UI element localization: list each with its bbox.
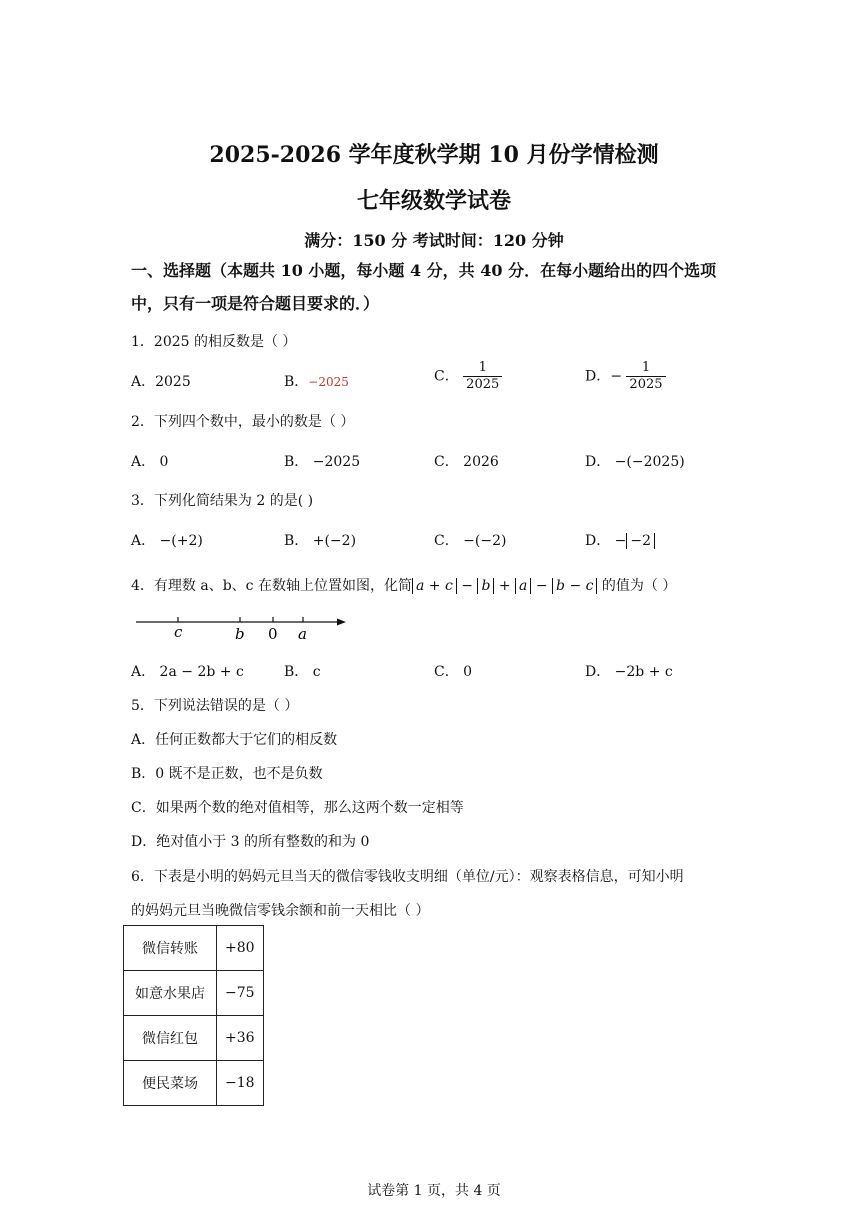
label-b: b xyxy=(235,625,245,643)
q4-option-a: A． 2a − 2b + c xyxy=(131,664,244,680)
fraction-numerator: 1 xyxy=(641,360,651,375)
q1-option-c xyxy=(434,360,502,393)
table-cell-item: 如意水果店 xyxy=(124,971,217,1016)
q1-option-d xyxy=(585,360,666,393)
label-zero: 0 xyxy=(268,625,278,643)
q5-option-d: D．绝对值小于 3 的所有整数的和为 0 xyxy=(131,834,370,850)
q2-option-b: B． −2025 xyxy=(284,454,361,470)
q4-op-1: − xyxy=(456,578,478,594)
q1-option-d-label: D．− xyxy=(585,368,622,385)
q1-option-a: A．2025 xyxy=(131,374,191,390)
q4-abs-2: b xyxy=(477,578,494,594)
q2-stem: 2．下列四个数中，最小的数是（ ） xyxy=(131,414,355,430)
q5-option-a: A．任何正数都大于它们的相反数 xyxy=(131,732,338,748)
q3-option-c: C． −(−2) xyxy=(434,533,507,549)
wechat-transactions-table xyxy=(123,925,264,1106)
q4-op-2: + xyxy=(494,578,516,594)
number-line xyxy=(130,612,350,646)
q5-option-c: C．如果两个数的绝对值相等，那么这两个数一定相等 xyxy=(131,800,464,816)
table-row xyxy=(124,971,264,1016)
q1-stem: 1．2025 的相反数是（ ） xyxy=(131,334,297,350)
q4-option-b: B． c xyxy=(284,664,321,680)
fraction-denominator: 2025 xyxy=(626,376,665,393)
q3-option-a: A． −(+2) xyxy=(131,533,203,549)
table-cell-amount: +80 xyxy=(217,926,264,971)
exam-subtitle: 七年级数学试卷 xyxy=(356,188,511,214)
table-row xyxy=(124,1061,264,1106)
q2-option-c: C． 2026 xyxy=(434,454,499,470)
q1-option-c-fraction xyxy=(463,360,502,393)
q3-option-b: B． +(−2) xyxy=(284,533,357,549)
section-heading: 一、选择题（本题共 10 小题，每小题 4 分，共 40 分．在每小题给出的四个选项中，只有一项是符合题目要求的．） xyxy=(131,261,717,313)
label-a: a xyxy=(298,625,307,643)
table-cell-item: 微信红包 xyxy=(124,1016,217,1061)
q4-stem-post: 的值为（ ） xyxy=(597,578,677,594)
page-footer: 试卷第 1 页，共 4 页 xyxy=(367,1183,501,1199)
q5-option-b: B．0 既不是正数，也不是负数 xyxy=(131,766,323,782)
table-cell-amount: −75 xyxy=(217,971,264,1016)
q3-option-d-label: D． − xyxy=(585,533,627,549)
q6-stem-line2: 的妈妈元旦当晚微信零钱余额和前一天相比（ ） xyxy=(131,903,430,919)
q6-stem-line1: 6．下表是小明的妈妈元旦当天的微信零钱收支明细（单位/元）：观察表格信息，可知小明 xyxy=(131,869,684,885)
q1-option-b-label: B． xyxy=(284,374,309,390)
q4-stem-pre: 4．有理数 a、b、c 在数轴上位置如图，化简 xyxy=(131,578,412,594)
q4-option-d: D． −2b + c xyxy=(585,664,673,680)
q4-stem xyxy=(131,575,676,595)
q4-abs-1: a + c xyxy=(412,578,457,594)
fraction-denominator: 2025 xyxy=(463,376,502,393)
table-row xyxy=(124,926,264,971)
q3-stem: 3．下列化简结果为 2 的是( ) xyxy=(131,493,314,509)
q3-option-d-abs: −2 xyxy=(626,533,655,549)
q2-option-a: A． 0 xyxy=(131,454,169,470)
q2-option-d: D． −(−2025) xyxy=(585,454,685,470)
table-cell-item: 微信转账 xyxy=(124,926,217,971)
q1-option-c-label: C． xyxy=(434,368,459,385)
table-row xyxy=(124,1016,264,1061)
q4-option-c: C． 0 xyxy=(434,664,473,680)
table-cell-amount: +36 xyxy=(217,1016,264,1061)
q1-option-b xyxy=(284,371,349,391)
q5-stem: 5．下列说法错误的是（ ） xyxy=(131,698,299,714)
number-line-arrow xyxy=(337,619,346,626)
fraction-numerator: 1 xyxy=(478,360,487,375)
q3-option-d xyxy=(585,530,655,550)
table-cell-amount: −18 xyxy=(217,1061,264,1106)
q1-option-d-fraction xyxy=(626,360,665,393)
table-cell-item: 便民菜场 xyxy=(124,1061,217,1106)
label-c: c xyxy=(174,623,183,641)
q1-option-b-value: −2025 xyxy=(308,375,349,389)
q4-abs-3: a xyxy=(515,578,531,594)
q4-abs-4: b − c xyxy=(552,578,597,594)
score-time: 满分：150 分 考试时间：120 分钟 xyxy=(304,231,564,250)
exam-title: 2025-2026 学年度秋学期 10 月份学情检测 xyxy=(209,142,659,168)
q4-op-3: − xyxy=(531,578,553,594)
